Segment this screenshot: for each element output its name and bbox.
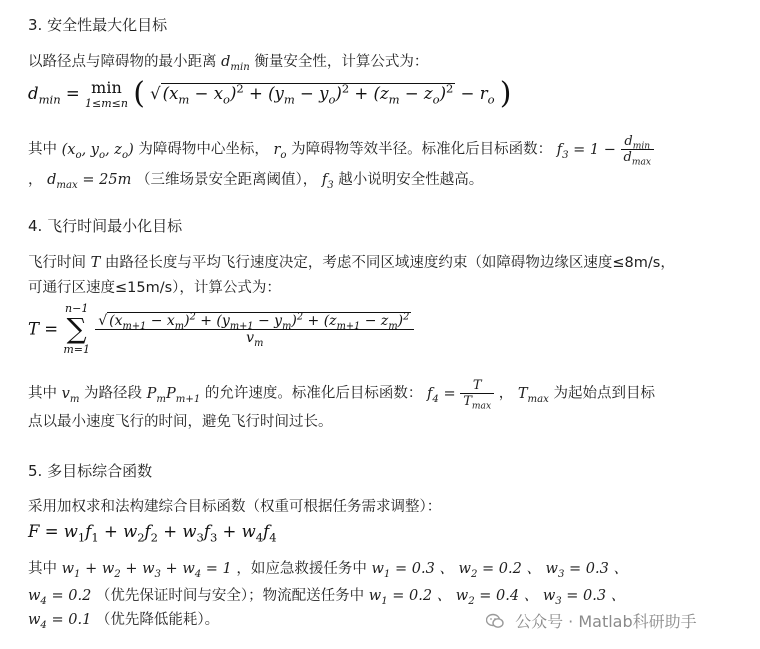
- weight-sum: $w_1 + w_2 + w_3 + w_4 = 1$: [61, 561, 232, 580]
- section-5-weights-1: [28, 557, 628, 578]
- ro-symbol: $r_o$: [273, 141, 287, 161]
- section-5-intro: 采用加权求和法构建综合目标函数（权重可根据任务需求调整）：: [28, 499, 442, 515]
- where-text-2: 为路径段: [84, 385, 143, 402]
- section-5-weights-3: [28, 608, 219, 629]
- where-text: 其中: [28, 141, 57, 158]
- weights-text-2: ，如应急救援任务中: [236, 561, 367, 577]
- intro-text: 以路径点与障碍物的最小距离: [28, 54, 217, 70]
- l1-text: 飞行时间: [28, 255, 86, 271]
- f4-formula: $f_4$ = $\frac{T}{T_{max}}$: [427, 386, 499, 402]
- where-text: 其中: [28, 385, 57, 402]
- watermark: [486, 609, 697, 632]
- weights-note-2: （优先降低能耗）。: [95, 612, 220, 628]
- where-text-2: 为障碍物中心坐标，: [138, 141, 269, 158]
- l1-text-2: 由路径长度与平均飞行速度决定，考虑不同区域速度约束（如障碍物边缘区速度≤8m/s，: [104, 255, 675, 271]
- F-formula: $F = w_1f_1 + w_2f_2 + w_3f_3 + w_4f_4$: [28, 522, 277, 545]
- section-5-weights-2: [28, 584, 625, 605]
- tmax-symbol: $T_{max}$: [517, 385, 549, 405]
- section-4-where: 其中 $v_m$ 为路径段 $P_mP_{m+1}$ 的允许速度。标准化后目标函数： $f_4$ = $\frac{T}{T_{max}}$ ， $T_{max}$ 为起始点到目标: [28, 378, 655, 412]
- T-formula: T = n−1 ∑ m=1 $\frac{√ (x_{m+1} - x_m)^2 + (y_{m+1} - y_m)^2 + (z_{m+1} - z_m)^2}{v_m}$: [28, 302, 414, 356]
- center-coords: ($x_o$, $y_o$, $z_o$): [61, 141, 134, 161]
- section-4-last: 点以最小速度飞行的时间，避免飞行时间过长。: [28, 414, 333, 430]
- where-text-3: 为障碍物等效半径。标准化后目标函数：: [291, 141, 553, 158]
- logistics-w4: $w_4 = 0.1$: [28, 612, 92, 631]
- wechat-icon: [486, 613, 504, 629]
- f3-symbol: $f_3$: [321, 172, 334, 191]
- weights-text: 其中: [28, 561, 57, 577]
- section-3-where: [28, 134, 654, 168]
- section-5-heading: 5. 多目标综合函数: [28, 462, 153, 480]
- vm-symbol: $v_m$: [61, 385, 80, 405]
- dmin-formula: $d_{min}$ = min 1≤m≤n ( √ $(x_m - x_o)^2 + (y_m - y_o)^2 + (z_m - z_o)^2 - r_o$ ): [28, 76, 512, 111]
- section-3-intro: [28, 50, 428, 71]
- rescue-weights: $w_1 = 0.3$ 、 $w_2 = 0.2$ 、 $w_3 = 0.3$ 、: [371, 561, 628, 580]
- f3-note: 越小说明安全性越高。: [338, 172, 484, 188]
- section-4-line1: [28, 251, 675, 272]
- watermark-text: 公众号 · Matlab科研助手: [515, 612, 697, 631]
- section-4-heading: 4. 飞行时间最小化目标: [28, 217, 183, 235]
- dmax-value: $d_{max} = 25m$: [47, 172, 132, 191]
- segment-symbol: $P_mP_{m+1}$: [146, 385, 201, 405]
- where-text-4: 为起始点到目标: [553, 385, 655, 402]
- weights-note-1: （优先保证时间与安全）；物流配送任务中: [95, 588, 365, 604]
- f3-formula: $f_3 = 1$ − $\frac{d_{min}}{d_{max}}$: [557, 142, 654, 158]
- intro-text-2: 衡量安全性，计算公式为：: [254, 54, 429, 70]
- dmax-note: （三维场景安全距离阈值），: [135, 172, 318, 188]
- section-3-heading: 3. 安全性最大化目标: [28, 16, 168, 34]
- dmin-symbol: $d_{min}$: [221, 54, 250, 73]
- section-3-dmax: ， $d_{max} = 25m$ （三维场景安全距离阈值）， $f_3$ 越小说明安全性越高。: [28, 172, 484, 191]
- rescue-w4: $w_4 = 0.2$: [28, 588, 92, 607]
- section-4-line2: 可通行区速度≤15m/s），计算公式为：: [28, 280, 281, 296]
- T-symbol: T: [90, 255, 101, 271]
- logistics-weights: $w_1 = 0.2$ 、 $w_2 = 0.4$ 、 $w_3 = 0.3$ 、: [368, 588, 626, 607]
- where-text-3: 的允许速度。标准化后目标函数：: [204, 385, 423, 402]
